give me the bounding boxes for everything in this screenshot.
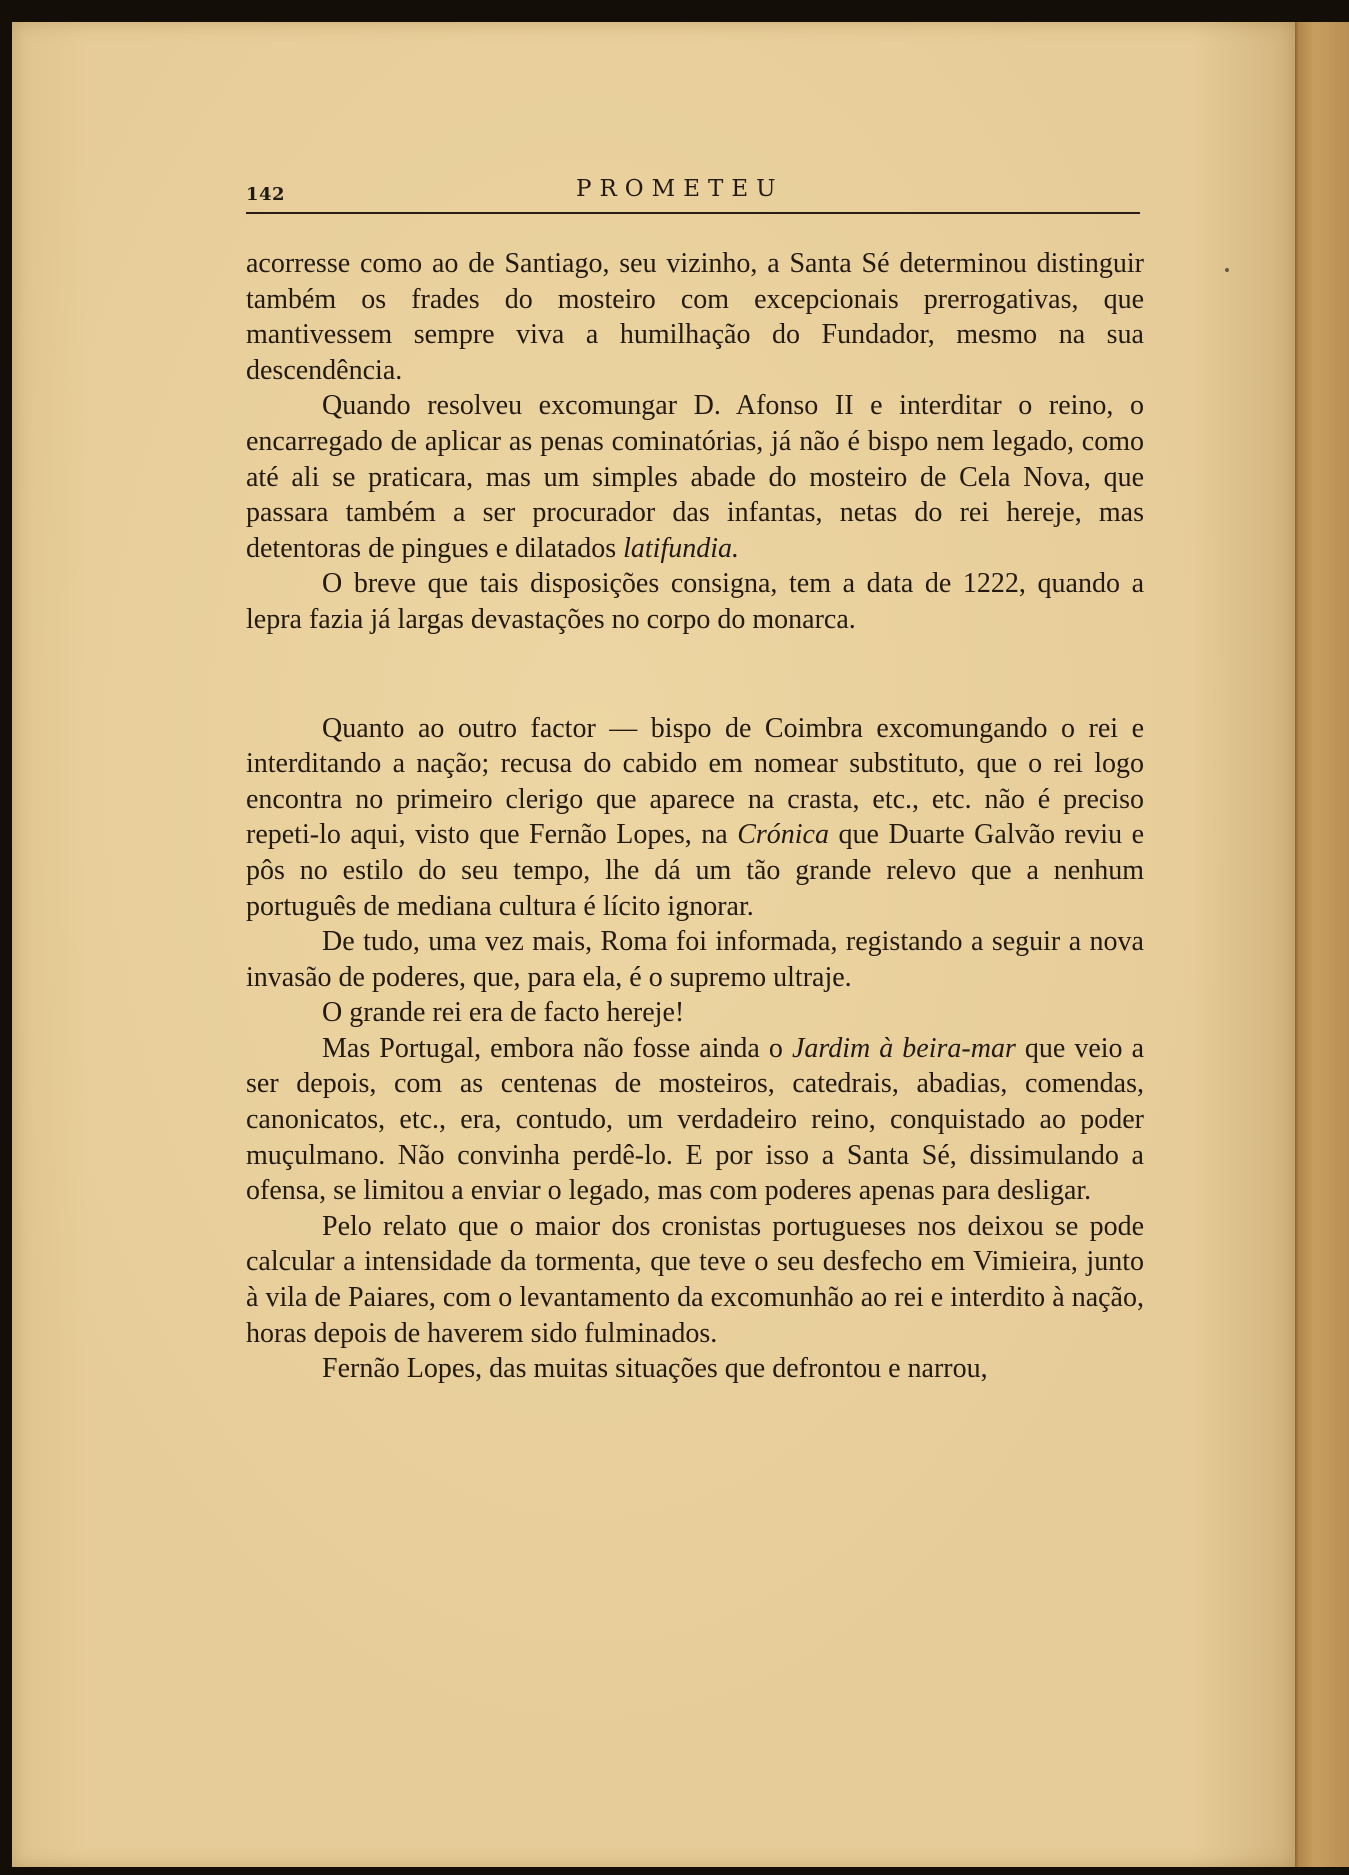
paragraph-3: O breve que tais disposições consigna, tem a data de 1222, quando a lepra fazia já largas devastações no corpo do monarca. [246, 568, 1144, 635]
paragraph-1: acorresse como ao de Santiago, seu vizinho, a Santa Sé determinou distinguir também os frades do mosteiro com excepcionais prerrogativas, que mantivessem sempre viva a humilhação do Fundador, mesmo na sua descendência. [246, 248, 1144, 386]
italic-cronica: Crónica [737, 819, 829, 851]
paragraph-4-text-b: que Duarte Galvão reviu e pôs no estilo do seu tempo, lhe dá um tão grande relevo que a nenhum português de mediana cultura é lícito ignorar. [246, 819, 1145, 922]
paragraph-5: De tudo, uma vez mais, Roma foi informada, registando a seguir a nova invasão de poderes, que, para ela, é o supremo ultraje. [246, 926, 1144, 993]
body-text [246, 246, 1144, 1387]
paragraph-6: O grande rei era de facto hereje! [322, 997, 685, 1029]
paragraph-8: Pelo relato que o maior dos cronistas portugueses nos deixou se pode calcular a intensidade da tormenta, que teve o seu desfecho em Vimieira, junto à vila de Paiares, com o levantamento da excomunhão ao rei e interdito à nação, horas depois de haverem sido fulminados. [246, 1210, 1144, 1349]
paragraph-2-text: Quando resolveu excomungar D. Afonso II e interditar o reino, o encarregado de aplicar as penas cominatórias, já não é bispo nem legado, como até ali se praticara, mas um simples abade do mosteiro de Cela Nova, que passara também a ser procurador das infantas, netas do rei hereje, mas detentoras de pingues e dilatados [246, 390, 1144, 564]
running-head [246, 172, 1140, 214]
paragraph-4 [246, 711, 1144, 925]
paragraph-7-text-a: Mas Portugal, embora não fosse ainda o [322, 1032, 783, 1064]
paragraph-4-text-a: Quanto ao outro factor — bispo de Coimbra excomungando o rei e interditando a nação; recusa do cabido em nomear substituto, que o rei logo encontra no primeiro clerigo que aparece na crasta, etc., etc. não é preciso repeti-lo aqui, visto que Fernão Lopes, na [246, 712, 1144, 851]
paragraph-2 [246, 388, 1144, 566]
section-break [246, 638, 1144, 711]
paper-speck [1225, 268, 1229, 272]
paragraph-7 [246, 1031, 1144, 1209]
paragraph-9: Fernão Lopes, das muitas situações que defrontou e narrou, [322, 1353, 988, 1385]
next-page-edge [1292, 22, 1349, 1867]
journal-title: PROMETEU [576, 176, 784, 202]
italic-jardim: Jardim à beira-mar [791, 1032, 1016, 1064]
page-number: 142 [246, 184, 286, 205]
italic-latifundia: latifundia. [623, 532, 740, 564]
paragraph-7-text-b: que veio a ser depois, com as centenas de mosteiros, catedrais, abadias, comendas, canonicatos, etc., era, contudo, um verdadeiro reino, conquistado ao poder muçulmano. Não convinha perdê-lo. E por isso a Santa Sé, dissimulando a ofensa, se limitou a enviar o legado, mas com poderes apenas para desligar. [246, 1032, 1145, 1207]
